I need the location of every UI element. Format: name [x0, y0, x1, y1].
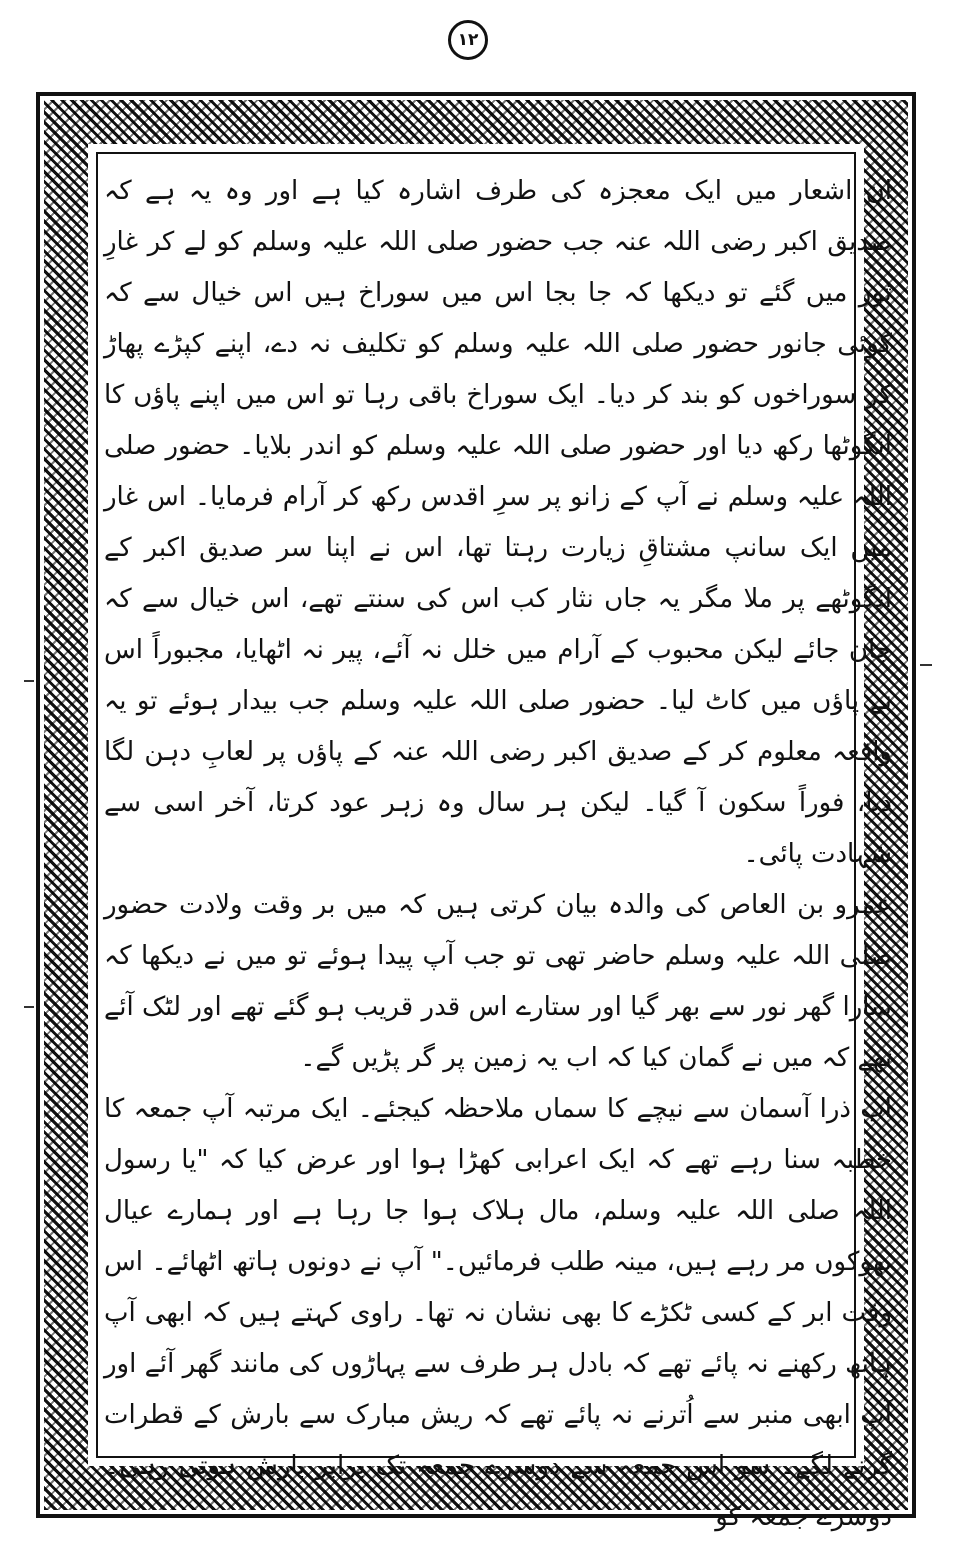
paragraph-3: اب ذرا آسمان سے نیچے کا سماں ملاحظہ کیجئے۔ ایک مرتبہ آپ جمعہ کا خطبہ سنا رہے تھے کہ ایک اعرابی کھڑا ہوا اور عرض کیا کہ "یا رسول اللہ صلی اللہ علیہ وسلم، مال ہلاک ہوا جا رہا ہے اور ہمارے عیال بھوکوں مر رہے ہیں، مینہ طلب فرمائیں۔" آپ نے دونوں ہاتھ اٹھائے۔ اس وقت ابر کے کسی ٹکڑے کا بھی نشان نہ تھا۔ راوی کہتے ہیں کہ ابھی آپ ہاتھ رکھنے نہ پائے تھے کہ بادل ہر طرف سے پہاڑوں کی مانند گھر آئے اور آپ ابھی منبر سے اُترنے نہ پائے تھے کہ ریش مبارک سے بارش کے قطرات گرنے لگے۔ سو اس جمعہ سے دوسرے جمعہ تک برابر بارش ہوتی رہی۔ دوسرے جمعہ کو [104, 1094, 892, 1532]
margin-mark [920, 664, 932, 666]
ornamental-frame [36, 92, 916, 1532]
margin-mark [24, 1006, 34, 1008]
paragraph-1: ان اشعار میں ایک معجزہ کی طرف اشارہ کیا ہے اور وہ یہ ہے کہ صدیق اکبر رضی اللہ عنہ جب حضور صلی اللہ علیہ وسلم کو لے کر غارِ ثور میں گئے تو دیکھا کہ جا بجا اس میں سوراخ ہیں اس خیال سے کہ کوئی جانور حضور صلی اللہ علیہ وسلم کو تکلیف نہ دے، اپنے کپڑے پھاڑ کر سوراخوں کو بند کر دیا۔ ایک سوراخ باقی رہا تو اس میں اپنے پاؤں کا انگوٹھا رکھ دیا اور حضور صلی اللہ علیہ وسلم کو اندر بلایا۔ حضور صلی اللہ علیہ وسلم نے آپ کے زانو پر سرِ اقدس رکھ کر آرام فرمایا۔ اس غار میں ایک سانپ مشتاقِ زیارت رہتا تھا، اس نے اپنا سر صدیق اکبر کے انگوٹھے پر ملا مگر یہ جاں نثار کب اس کی سنتے تھے، اس خیال سے کہ جان جائے لیکن محبوب کے آرام میں خلل نہ آئے، پیر نہ اٹھایا، مجبوراً اس نے پاؤں میں کاٹ لیا۔ حضور صلی اللہ علیہ وسلم جب بیدار ہوئے تو یہ واقعہ معلوم کر کے صدیق اکبر رضی اللہ عنہ کے پاؤں پر لعابِ دہن لگا دیا، فوراً سکون آ گیا۔ لیکن ہر سال وہ زہر عود کرتا، آخر اسی سے شہادت پائی۔ [104, 176, 892, 869]
margin-mark [24, 680, 34, 682]
page-number: ۱۲ [448, 20, 488, 60]
body-text [104, 166, 892, 1543]
paragraph-2: عمرو بن العاص کی والدہ بیان کرتی ہیں کہ میں بر وقت ولادت حضور صلی اللہ علیہ وسلم حاضر تھی تو جب آپ پیدا ہوئے تو میں نے دیکھا کہ سارا گھر نور سے بھر گیا اور ستارے اس قدر قریب ہو گئے تھے اور لٹک آئے تھے کہ میں نے گمان کیا کہ اب یہ زمین پر گر پڑیں گے۔ [104, 890, 892, 1073]
